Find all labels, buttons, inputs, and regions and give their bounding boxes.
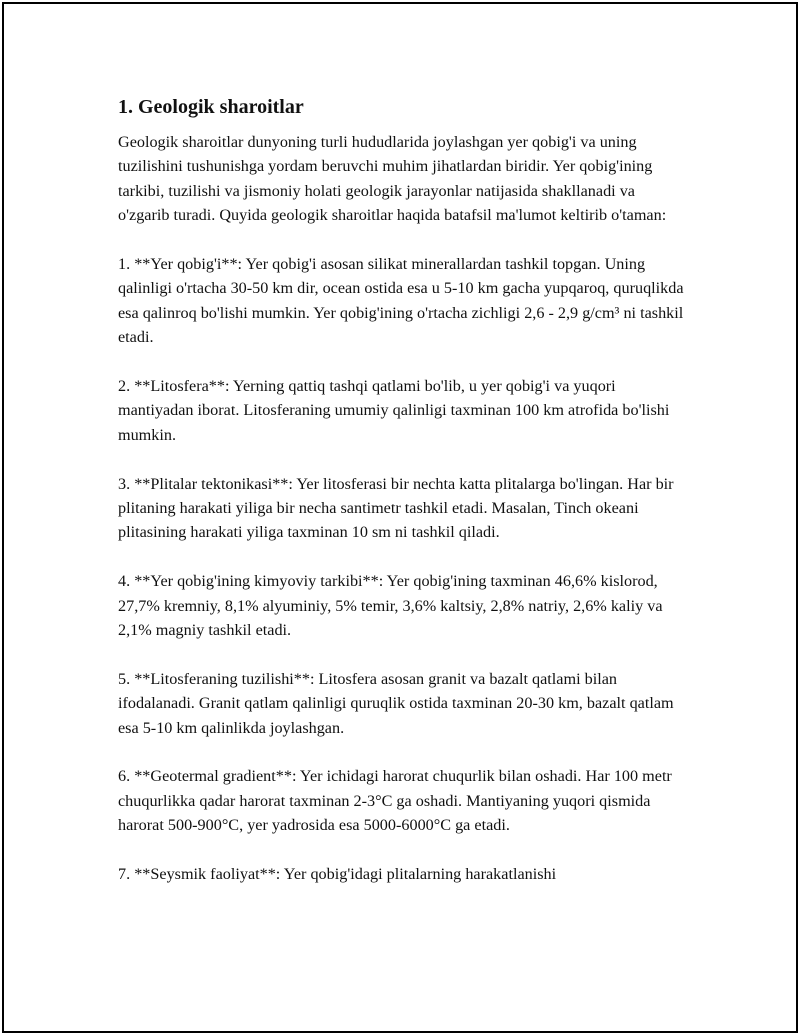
paragraph-plitalar-tektonikasi: 3. **Plitalar tektonikasi**: Yer litosferasi bir nechta katta plitalarga bo'lingan. Har bir plitaning harakati yiliga bir necha santimetr tashkil etadi. Masalan, Tinch okeani plitasining harakati yiliga taxminan 10 sm ni tashkil qiladi. [118, 474, 674, 542]
paragraph-geotermal-gradient: 6. **Geotermal gradient**: Yer ichidagi harorat chuqurlik bilan oshadi. Har 100 metr chuqurlikka qadar harorat taxminan 2-3°C ga oshadi. Mantiyaning yuqori qismida harorat 500-900°C, yer yadrosida esa 5000-6000°C ga etadi. [118, 767, 672, 835]
section-heading: 1. Geologik sharoitlar [118, 96, 304, 118]
paragraph-yer-qobigi: 1. **Yer qobig'i**: Yer qobig'i asosan silikat minerallardan tashkil topgan. Uning qalinligi o'rtacha 30-50 km dir, ocean ostida esa u 5-10 km gacha yupqaroq, quruqlikda esa qalinroq bo'lishi mumkin. Yer qobig'ining o'rtacha zichligi 2,6 - 2,9 g/cm³ ni tashkil etadi. [118, 255, 684, 347]
intro-paragraph: Geologik sharoitlar dunyoning turli hududlarida joylashgan yer qobig'i va uning tuzilishini tushunishga yordam beruvchi muhim jihatlardan biridir. Yer qobig'ining tarkibi, tuzilishi va jismoniy holati geologik jarayonlar natijasida shakllanadi va o'zgarib turadi. Quyida geologik sharoitlar haqida batafsil ma'lumot keltirib o'taman: [118, 133, 667, 225]
paragraph-litosfera-tuzilishi: 5. **Litosferaning tuzilishi**: Litosfera asosan granit va bazalt qatlami bilan ifodalanadi. Granit qatlam qalinligi quruqlik ostida taxminan 20-30 km, bazalt qatlam esa 5-10 km qalinlikda joylashgan. [118, 669, 674, 737]
paragraph-kimyoviy-tarkib: 4. **Yer qobig'ining kimyoviy tarkibi**: Yer qobig'ining taxminan 46,6% kislorod, 27,7% kremniy, 8,1% alyuminiy, 5% temir, 3,6% kaltsiy, 2,8% natriy, 2,6% kaliy va 2,1% magniy tashkil etadi. [118, 572, 663, 640]
document-body [118, 94, 688, 911]
paragraph-seysmik-faoliyat: 7. **Seysmik faoliyat**: Yer qobig'idagi plitalarning harakatlanishi [118, 865, 557, 884]
paragraph-litosfera: 2. **Litosfera**: Yerning qattiq tashqi qatlami bo'lib, u yer qobig'i va yuqori mantiyadan iborat. Litosferaning umumiy qalinligi taxminan 100 km atrofida bo'lishi mumkin. [118, 377, 670, 444]
